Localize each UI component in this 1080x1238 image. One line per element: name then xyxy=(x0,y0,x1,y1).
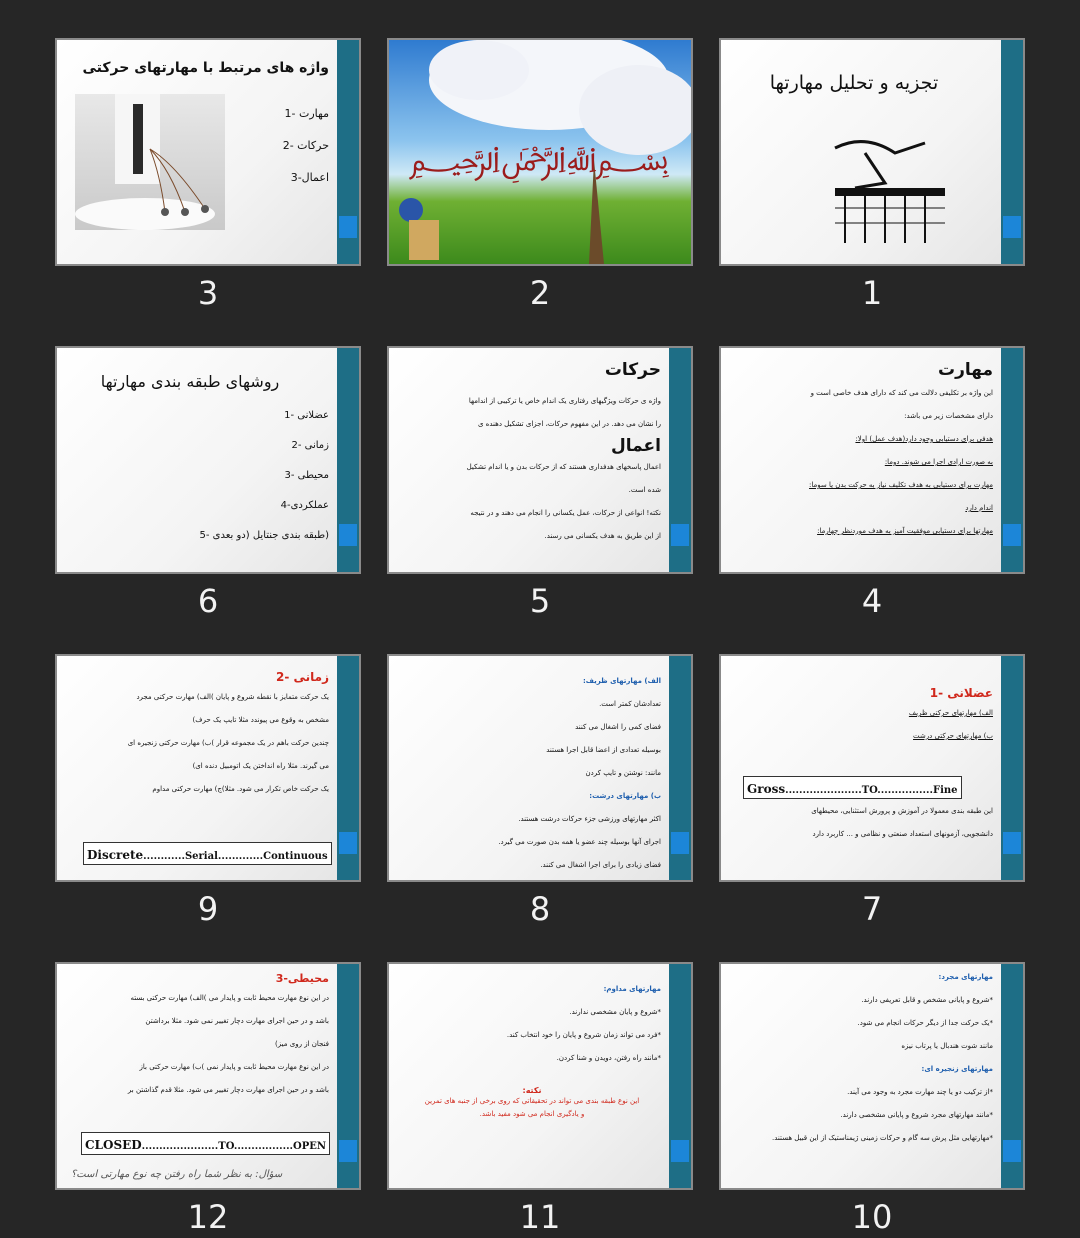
slide-number: 9 xyxy=(197,890,219,928)
slide-number: 7 xyxy=(861,890,883,928)
text-line: نکته! انواعی از حرکات، عمل یکسانی را انجام می دهند و در نتیجه xyxy=(470,509,661,517)
list-item: مهارت -1 xyxy=(284,107,329,120)
slide-number: 6 xyxy=(197,582,219,620)
question-text: سؤال: به نظر شما راه رفتن چه نوع مهارتی است؟ xyxy=(71,1169,283,1180)
text-line: یک حرکت خاص تکرار می شود. مثلا)ج) مهارت حرکتی مداوم xyxy=(152,785,329,793)
text-line: می گیرند. مثلا راه انداختن یک اتومبیل دنده ای) xyxy=(192,762,329,770)
slide-sidebar-bar xyxy=(337,964,359,1188)
slide-title: واژه های مرتبط با مهارتهای حرکتی xyxy=(82,60,329,76)
slide-title: روشهای طبقه بندی مهارتها xyxy=(100,372,280,391)
hurdler-sketch-image xyxy=(775,128,975,248)
slide-number: 10 xyxy=(851,1198,893,1236)
text-line: اندام دارد xyxy=(965,504,993,512)
slide-number: 1 xyxy=(861,274,883,312)
discrete-continuous-scale: Discrete............Serial.............Continuous xyxy=(83,842,332,865)
slide-sidebar-bar xyxy=(337,656,359,880)
list-item: عملکردی-4 xyxy=(280,500,329,511)
slide-sidebar-bar xyxy=(1001,40,1023,264)
blossom-tree-image xyxy=(389,40,691,264)
text-line: مهارتها برای دستیابی موفقیت آمیز به هدف موردنظر چهارما: xyxy=(817,527,993,535)
closed-open-scale: CLOSED......................TO.................OPEN xyxy=(81,1132,330,1155)
text-line: فنجان از روی میز) xyxy=(275,1040,329,1048)
text-line: را نشان می دهد. در این مفهوم حرکات، اجزای تشکیل دهنده ی xyxy=(477,420,661,428)
slide-title: محیطی-3 xyxy=(275,972,329,985)
bullet-line: *مانند راه رفتن، دویدن و شنا کردن. xyxy=(556,1054,661,1062)
slide-number: 3 xyxy=(197,274,219,312)
section-heading: مهارتهای مداوم: xyxy=(603,985,661,993)
text-line: دانشجویی، آزمونهای استعداد صنعتی و نظامی و ... کاربرد دارد xyxy=(812,830,993,838)
slide-number: 2 xyxy=(529,274,551,312)
text-line: به صورت ارادی اجرا می شوند. دوما: xyxy=(884,458,993,466)
text-line: دارای مشخصات زیر می باشد: xyxy=(904,412,993,420)
slide-title: حرکات xyxy=(604,360,661,380)
slide-title: زمانی -2 xyxy=(275,670,329,684)
slide-title: مهارت xyxy=(937,360,993,380)
slide-sidebar-bar xyxy=(337,348,359,572)
bullet-line: اجرای آنها بوسیله چند عضو یا همه بدن صورت می گیرد. xyxy=(498,838,661,846)
text-line: یک حرکت متمایز با نقطه شروع و پایان )الف) مهارت حرکتی مجرد xyxy=(136,693,329,701)
slide-sidebar-bar xyxy=(337,40,359,264)
bullet-line: اکثر مهارتهای ورزشی جزء حرکات درشت هستند. xyxy=(518,815,661,823)
slide-sidebar-bar xyxy=(669,348,691,572)
text-line: واژه ی حرکات ویژگیهای رفتاری یک اندام خاص یا ترکیبی از اندامها xyxy=(468,397,661,405)
list-item: زمانی -2 xyxy=(291,440,329,451)
list-item: (طبقه بندی جنتایل (دو بعدی -5 xyxy=(199,530,329,541)
slide-subtitle: اعمال xyxy=(611,436,661,456)
slide-number: 4 xyxy=(861,582,883,620)
bullet-line: تعدادشان کمتر است. xyxy=(599,700,661,708)
waiter-image xyxy=(75,94,225,230)
note-heading: نکته: xyxy=(522,1086,542,1095)
slide-title: عضلانی -1 xyxy=(929,686,993,700)
text-line: از این طریق به هدف یکسانی می رسند. xyxy=(544,532,661,540)
text-line: الف) مهارتهای حرکتی ظریف xyxy=(908,709,993,717)
section-heading: مهارتهای زنجیره ای: xyxy=(921,1065,993,1073)
section-heading: ب) مهارتهای درشت: xyxy=(589,792,661,800)
text-line: در این نوع مهارت محیط ثابت و پایدار می )الف) مهارت حرکتی بسته xyxy=(130,994,329,1002)
text-line: مشخص به وقوع می پیوندد مثلا تایپ یک حرف) xyxy=(192,716,329,724)
text-line: باشد و در حین اجرای مهارت دچار تغییر می شود. مثلا قدم گذاشتن بر xyxy=(127,1086,329,1094)
text-line: در این نوع مهارت محیط ثابت و پایدار نمی )ب) مهارت حرکتی باز xyxy=(139,1063,329,1071)
slide-number: 11 xyxy=(519,1198,561,1236)
bullet-line: *مهارتهایی مثل پرش سه گام و حرکات زمینی ژیمناستیک از این قبیل هستند. xyxy=(772,1134,993,1142)
note-line: این نوع طبقه بندی می تواند در تحقیقاتی که روی برخی از جنبه های تمرین xyxy=(424,1097,640,1105)
text-line: هدفی برای دستیابی وجود دارد(هدف عمل) اولا: xyxy=(855,435,993,443)
section-heading: الف) مهارتهای ظریف: xyxy=(582,677,661,685)
bullet-line: فضای زیادی را برای اجرا اشغال می کنند. xyxy=(540,861,661,869)
slide-sidebar-bar xyxy=(1001,656,1023,880)
bullet-line: *یک حرکت جدا از دیگر حرکات انجام می شود. xyxy=(857,1019,993,1027)
text-line: چندین حرکت باهم در یک مجموعه قرار )ب) مهارت حرکتی زنجیره ای xyxy=(127,739,329,747)
list-item: عضلانی -1 xyxy=(284,410,329,421)
text-line: ب) مهارتهای حرکتی درشت xyxy=(913,732,993,740)
slide-title: تجزیه و تحلیل مهارتها xyxy=(769,72,939,94)
bullet-line: بوسیله تعدادی از اعضا قابل اجرا هستند xyxy=(546,746,661,754)
bullet-line: فضای کمی را اشغال می کنند xyxy=(575,723,661,731)
gross-fine-scale: Gross......................TO................Fine xyxy=(743,776,962,799)
text-line: باشد و در حین اجرای مهارت دچار تغییر نمی شود. مثلا برداشتن xyxy=(145,1017,329,1025)
svg-text:﷽: ﷽ xyxy=(408,139,670,179)
text-line: مهارت برای دستیابی به هدف تکلیف نیاز به حرکت بدن یا سوما: xyxy=(809,481,993,489)
slide-sidebar-bar xyxy=(1001,348,1023,572)
section-heading: مهارتهای مجرد: xyxy=(938,973,993,981)
text-line: این واژه بر تکلیفی دلالت می کند که دارای هدف خاصی است و xyxy=(810,389,993,397)
bullet-line: *شروع و پایانی مشخص و قابل تعریفی دارند. xyxy=(861,996,993,1004)
list-item: حرکات -2 xyxy=(282,139,329,152)
slide-number: 8 xyxy=(529,890,551,928)
slide-number: 5 xyxy=(529,582,551,620)
text-line: اعمال پاسخهای هدفداری هستند که از حرکات بدن و یا اندام تشکیل xyxy=(466,463,661,471)
bullet-line: *شروع و پایان مشخصی ندارند. xyxy=(569,1008,661,1016)
slide-sidebar-bar xyxy=(669,964,691,1188)
slide-number: 12 xyxy=(187,1198,229,1236)
bullet-line: *از ترکیب دو یا چند مهارت مجرد به وجود می آیند. xyxy=(847,1088,993,1096)
list-item: اعمال-3 xyxy=(290,171,329,184)
text-line: این طبقه بندی معمولا در آموزش و پرورش استثنایی، محیطهای xyxy=(811,807,993,815)
text-line: شده است. xyxy=(628,486,661,494)
bullet-line: *مانند مهارتهای مجرد شروع و پایانی مشخصی دارند. xyxy=(840,1111,993,1119)
note-line: و یادگیری انجام می شود مفید باشد. xyxy=(479,1110,585,1118)
bullet-line: مانند شوت هندبال یا پرتاب نیزه xyxy=(901,1042,993,1050)
list-item: محیطی -3 xyxy=(284,470,329,481)
slide-sidebar-bar xyxy=(669,656,691,880)
bullet-line: *فرد می تواند زمان شروع و پایان را خود انتخاب کند. xyxy=(506,1031,661,1039)
slide-sidebar-bar xyxy=(1001,964,1023,1188)
bullet-line: مانند: نوشتن و تایپ کردن xyxy=(585,769,661,777)
